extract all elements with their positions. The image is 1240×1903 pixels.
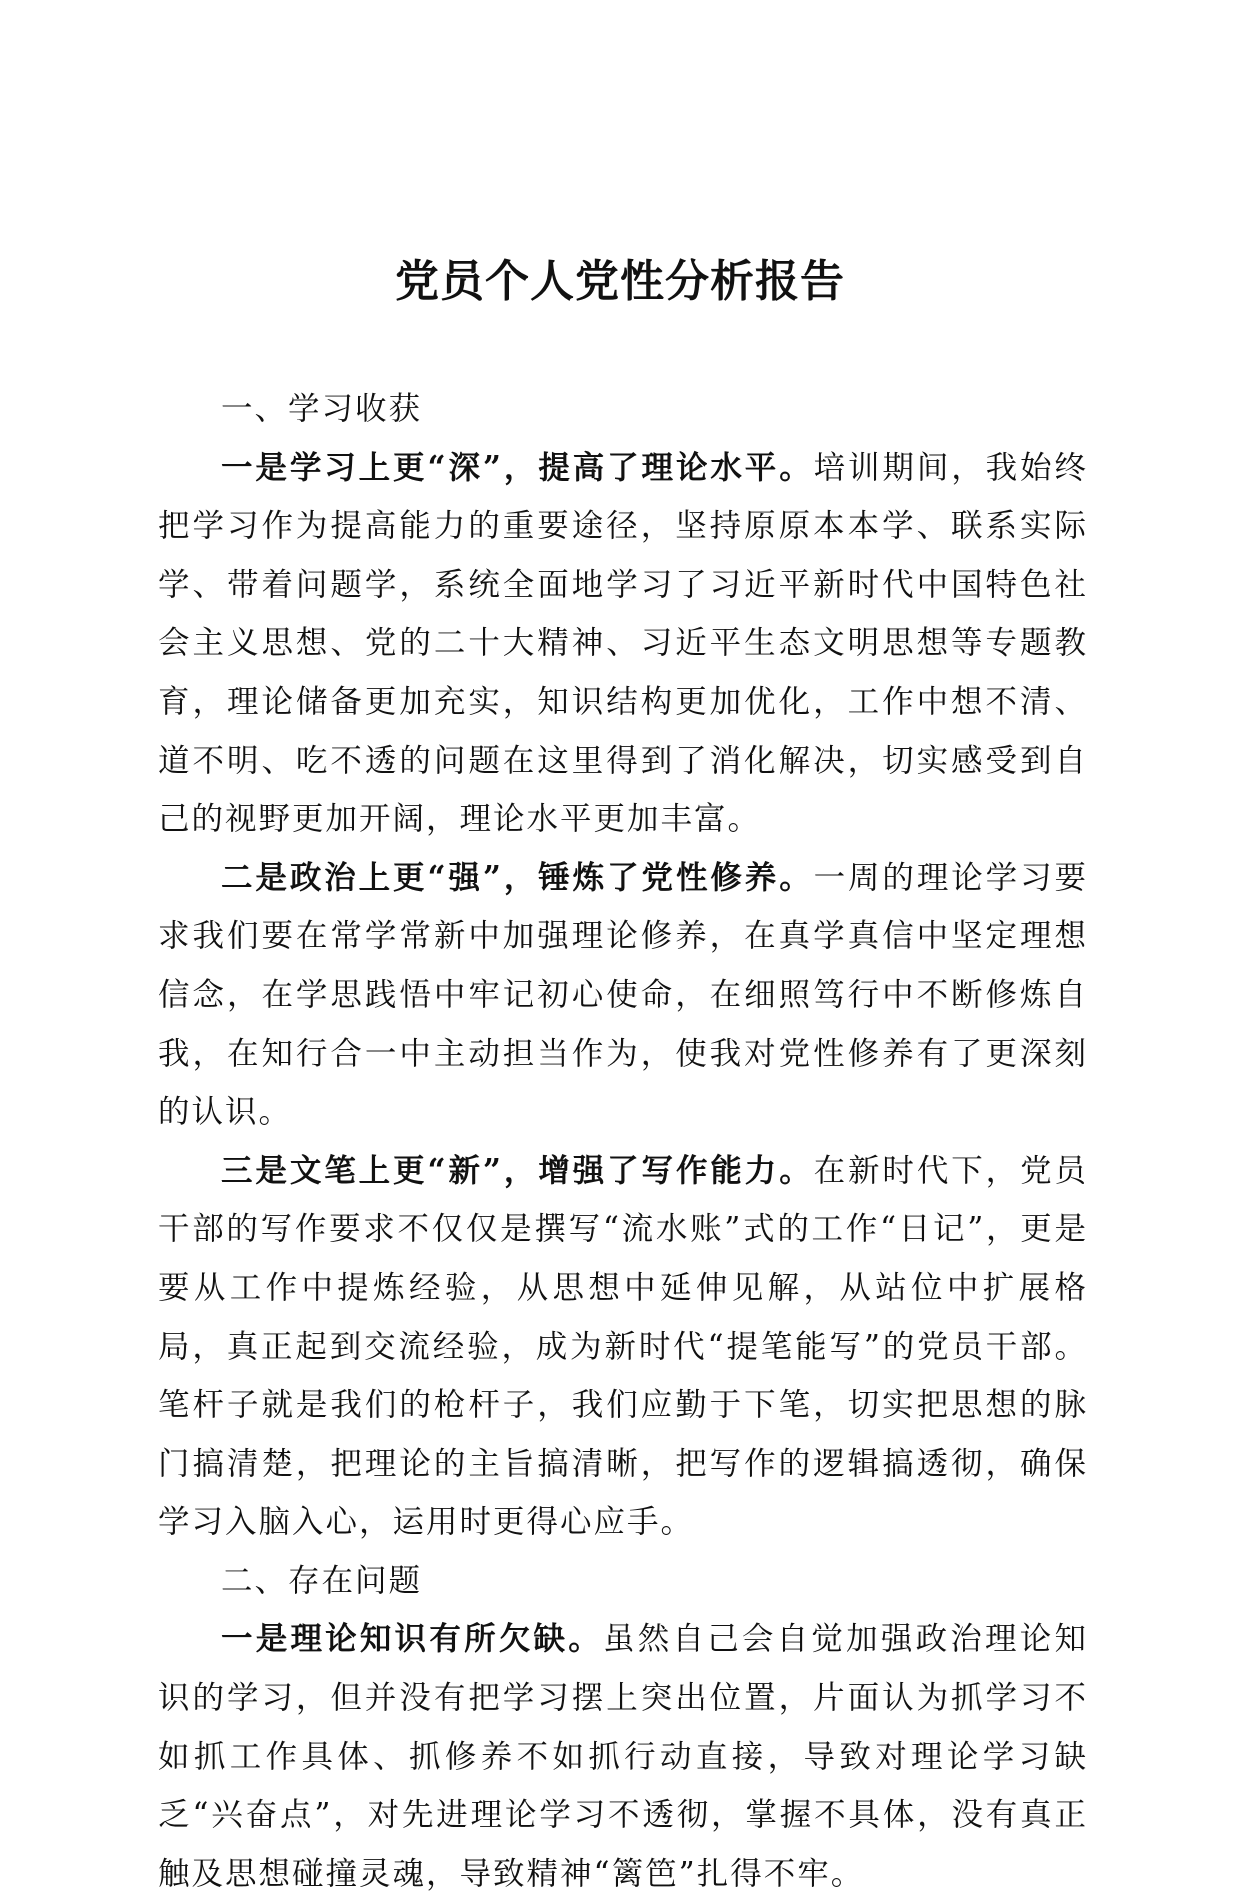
paragraph-lead: 一是理论知识有所欠缺。: [221, 1620, 604, 1658]
document-body: [158, 380, 1088, 1903]
paragraph-text: 在新时代下，党员干部的写作要求不仅仅是撰写“流水账”式的工作“日记”，更是要从工作中提炼经验，从思想中延伸见解，从站位中扩展格局，真正起到交流经验，成为新时代“提笔能写”的党员干部。笔杆子就是我们的枪杆子，我们应勤于下笔，切实把思想的脉门搞清楚，把理论的主旨搞清晰，把写作的逻辑搞透彻，确保学习入脑入心，运用时更得心应手。: [158, 1152, 1088, 1541]
section-heading-learning-gains: 一、学习收获: [221, 391, 423, 427]
paragraph-party-spirit: [158, 849, 1088, 1142]
paragraph-writing-ability: [158, 1142, 1088, 1552]
paragraph-lead: 三是文笔上更“新”，增强了写作能力。: [221, 1151, 814, 1189]
paragraph-lead: 一是学习上更“深”，提高了理论水平。: [221, 448, 814, 486]
paragraph-theory-knowledge: [158, 1610, 1088, 1903]
document-title: 党员个人党性分析报告: [395, 256, 845, 307]
section-heading-existing-problems: 二、存在问题: [221, 1562, 423, 1599]
paragraph-lead: 二是政治上更“强”，锤炼了党性修养。: [221, 858, 814, 896]
paragraph-theory-level: [158, 439, 1088, 849]
paragraph-text: 培训期间，我始终把学习作为提高能力的重要途径，坚持原原本本学、联系实际学、带着问题学，系统全面地学习了习近平新时代中国特色社会主义思想、党的二十大精神、习近平生态文明思想等专题教育，理论储备更加充实，知识结构更加优化，工作中想不清、道不明、吃不透的问题在这里得到了消化解决，切实感受到自己的视野更加开阔，理论水平更加丰富。: [158, 449, 1088, 838]
paragraph-text: 虽然自己会自觉加强政治理论知识的学习，但并没有把学习摆上突出位置，片面认为抓学习不如抓工作具体、抓修养不如抓行动直接，导致对理论学习缺乏“兴奋点”，对先进理论学习不透彻，掌握不具体，没有真正触及思想碰撞灵魂，导致精神“篱笆”扎得不牢。: [158, 1621, 1088, 1892]
paragraph-text: 一周的理论学习要求我们要在常学常新中加强理论修养，在真学真信中坚定理想信念，在学思践悟中牢记初心使命，在细照笃行中不断修炼自我，在知行合一中主动担当作为，使我对党性修养有了更深刻的认识。: [158, 859, 1088, 1131]
